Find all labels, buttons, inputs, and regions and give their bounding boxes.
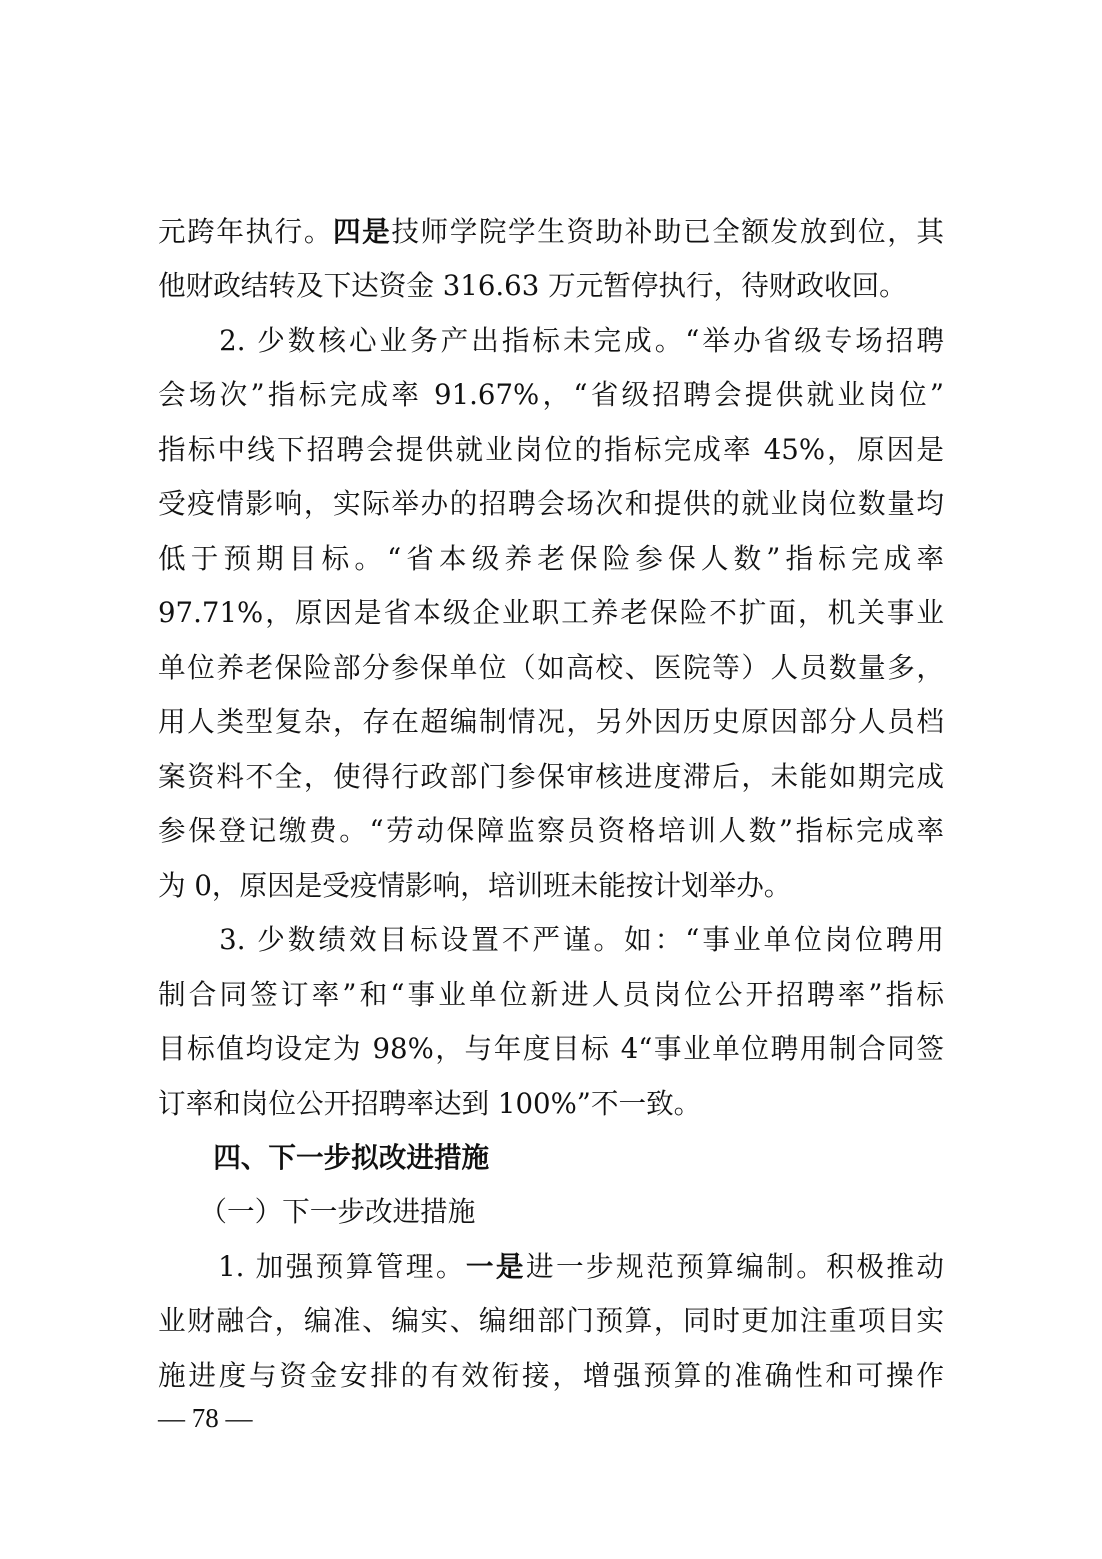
bold-emphasis: 四是 (333, 215, 392, 248)
paragraph-line: 案资料不全，使得行政部门参保审核进度滞后，未能如期完成 (158, 760, 944, 793)
paragraph-line: 受疫情影响，实际举办的招聘会场次和提供的就业岗位数量均 (158, 487, 944, 520)
paragraph-line: 指标中线下招聘会提供就业岗位的指标完成率 45%，原因是 (158, 433, 944, 466)
paragraph-line: 制合同签订率”和“事业单位新进人员岗位公开招聘率”指标 (158, 978, 944, 1011)
page-number: — 78 — (158, 1403, 253, 1433)
subsection-heading: （一）下一步改进措施 (158, 1195, 476, 1228)
paragraph-line: 低于预期目标。“省本级养老保险参保人数”指标完成率 (158, 542, 944, 575)
paragraph-line: 为 0，原因是受疫情影响，培训班未能按计划举办。 (158, 869, 792, 902)
item-1-heading-line (158, 1247, 944, 1287)
text-segment: 1. 加强预算管理。 (158, 1250, 466, 1283)
section-heading: 四、下一步拟改进措施 (158, 1141, 490, 1174)
text-segment: 元跨年执行。 (158, 215, 334, 248)
bold-emphasis: 一是 (465, 1250, 526, 1283)
paragraph-line: 97.71%，原因是省本级企业职工养老保险不扩面，机关事业 (158, 596, 944, 629)
paragraph-line: 参保登记缴费。“劳动保障监察员资格培训人数”指标完成率 (158, 814, 944, 847)
paragraph-line: 目标值均设定为 98%，与年度目标 4“事业单位聘用制合同签 (158, 1032, 944, 1065)
item-3-heading-line: 3. 少数绩效目标设置不严谨。如：“事业单位岗位聘用 (158, 923, 944, 956)
text-segment: 技师学院学生资助补助已全额发放到位，其 (391, 215, 944, 248)
paragraph-line: 单位养老保险部分参保单位（如高校、医院等）人员数量多， (158, 651, 944, 684)
paragraph-line: 施进度与资金安排的有效衔接，增强预算的准确性和可操作 (158, 1359, 944, 1392)
paragraph-line: 他财政结转及下达资金 316.63 万元暂停执行，待财政收回。 (158, 269, 907, 302)
paragraph-line: 用人类型复杂，存在超编制情况，另外因历史原因部分人员档 (158, 705, 944, 738)
paragraph-line (158, 212, 944, 252)
item-2-heading-line: 2. 少数核心业务产出指标未完成。“举办省级专场招聘 (158, 324, 944, 357)
paragraph-line: 订率和岗位公开招聘率达到 100%”不一致。 (158, 1087, 702, 1120)
paragraph-line: 会场次”指标完成率 91.67%，“省级招聘会提供就业岗位” (158, 378, 944, 411)
paragraph-line: 业财融合，编准、编实、编细部门预算，同时更加注重项目实 (158, 1304, 944, 1337)
text-segment: 进一步规范预算编制。积极推动 (525, 1250, 944, 1283)
